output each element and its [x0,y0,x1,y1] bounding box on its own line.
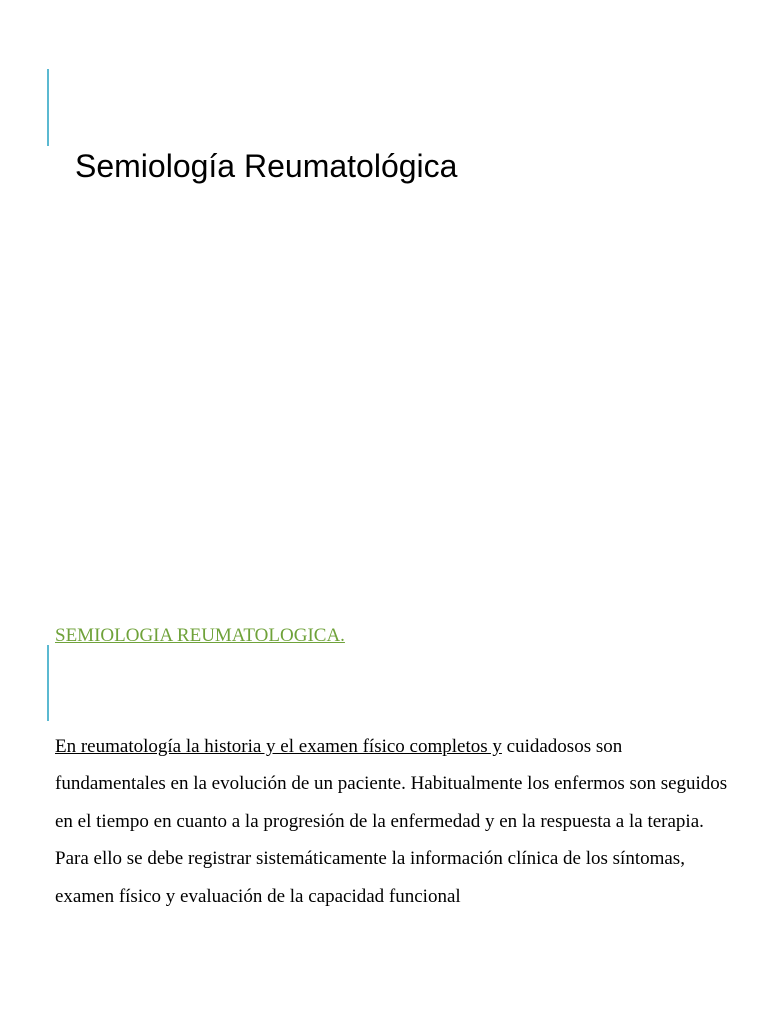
section-accent-bar [47,645,49,721]
section-heading-link[interactable]: SEMIOLOGIA REUMATOLOGICA. [55,625,345,646]
underlined-lead-text: En reumatología la historia y el examen físico completos y [55,736,502,757]
document-title: Semiología Reumatológica [75,148,458,184]
title-accent-bar [47,69,49,146]
body-paragraph [55,728,730,915]
paragraph-rest-text: cuidadosos son fundamentales en la evolución de un paciente. Habitualmente los enfermos son seguidos en el tiempo en cuanto a la progresión de la enfermedad y en la respuesta a la terapia. Para ello se debe registrar sistemáticamente la información clínica de los síntomas, examen físico y evaluación de la capacidad funcional [55,736,728,907]
